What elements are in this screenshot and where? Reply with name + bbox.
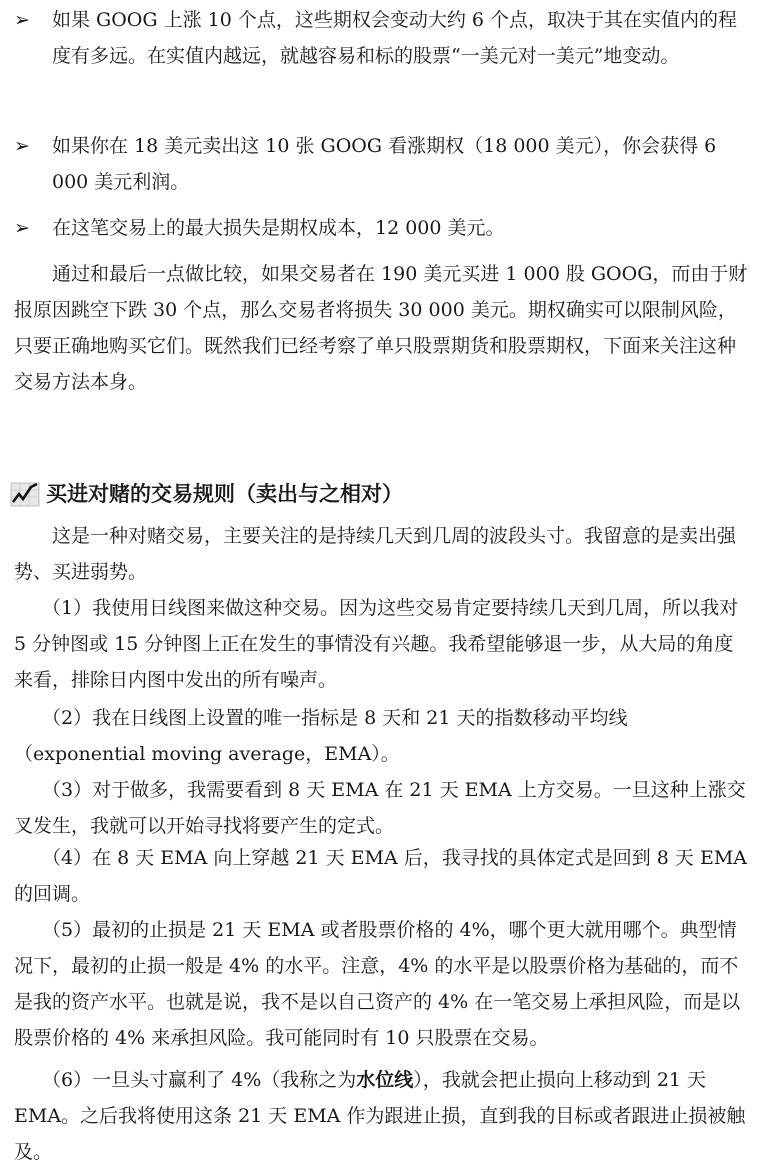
bullet-item: [14, 210, 744, 246]
rule-item: （5）最初的止损是 21 天 EMA 或者股票价格的 4%，哪个更大就用哪个。典型情况下，最初的止损一般是 4% 的水平。注意，4% 的水平是以股票价格为基础的，而不是我的资产水平。也就是说，我不是以自己资产的 4% 在一笔交易上承担风险，而是以股票价格的 4% 来承担风险。我可能同时有 10 只股票在交易。: [14, 919, 741, 1049]
chart-trend-icon: [10, 480, 40, 508]
section-title: 买进对赌的交易规则（卖出与之相对）: [46, 482, 403, 506]
bullet-text: 如果你在 18 美元卖出这 10 张 GOOG 看涨期权（18 000 美元），你会获得 6 000 美元利润。: [52, 135, 717, 193]
rule-item: （1）我使用日线图来做这种交易。因为这些交易肯定要持续几天到几周，所以我对 5 分钟图或 15 分钟图上正在发生的事情没有兴趣。我希望能够退一步，从大局的角度来看，排除日内图中发出的所有噪声。: [14, 597, 739, 691]
bullet-item: [14, 128, 744, 200]
rule-item: （2）我在日线图上设置的唯一指标是 8 天和 21 天的指数移动平均线（exponential moving average，EMA）。: [14, 707, 628, 765]
rule-item: （4）在 8 天 EMA 向上穿越 21 天 EMA 后，我寻找的具体定式是回到 8 天 EMA 的回调。: [14, 847, 748, 905]
rule6-after: ），我就会把止损向上移动到 21 天 EMA。之后我将使用这条 21 天 EMA 作为跟进止损，直到我的目标或者跟进止损被触及。: [14, 1069, 746, 1163]
bullet-text: 如果 GOOG 上涨 10 个点，这些期权会变动大约 6 个点，取决于其在实值内的程度有多远。在实值内越远，就越容易和标的股票“一美元对一美元”地变动。: [52, 9, 738, 67]
waterline-term: 水位线: [356, 1069, 414, 1091]
rule-item: （3）对于做多，我需要看到 8 天 EMA 在 21 天 EMA 上方交易。一旦这种上涨交叉发生，我就可以开始寻找将要产生的定式。: [14, 779, 746, 837]
section-lead: 这是一种对赌交易，主要关注的是持续几天到几周的波段头寸。我留意的是卖出强势、买进弱势。: [14, 525, 737, 583]
arrow-bullet-icon: ➢: [14, 9, 30, 31]
bullet-text: 在这笔交易上的最大损失是期权成本，12 000 美元。: [52, 217, 505, 239]
intro-paragraph: 通过和最后一点做比较，如果交易者在 190 美元买进 1 000 股 GOOG，而由于财报原因跳空下跌 30 个点，那么交易者将损失 30 000 美元。期权确实可以限制风险，只要正确地购买它们。既然我们已经考察了单只股票期货和股票期权，下面来关注这种交易方法本身。: [14, 263, 748, 393]
arrow-bullet-icon: ➢: [14, 135, 30, 157]
arrow-bullet-icon: ➢: [14, 217, 30, 239]
rule-item: [14, 1062, 748, 1170]
rule6-before: （6）一旦头寸赢利了 4%（我称之为: [42, 1069, 357, 1091]
section-heading: [10, 476, 403, 510]
bullet-item: [14, 2, 744, 74]
